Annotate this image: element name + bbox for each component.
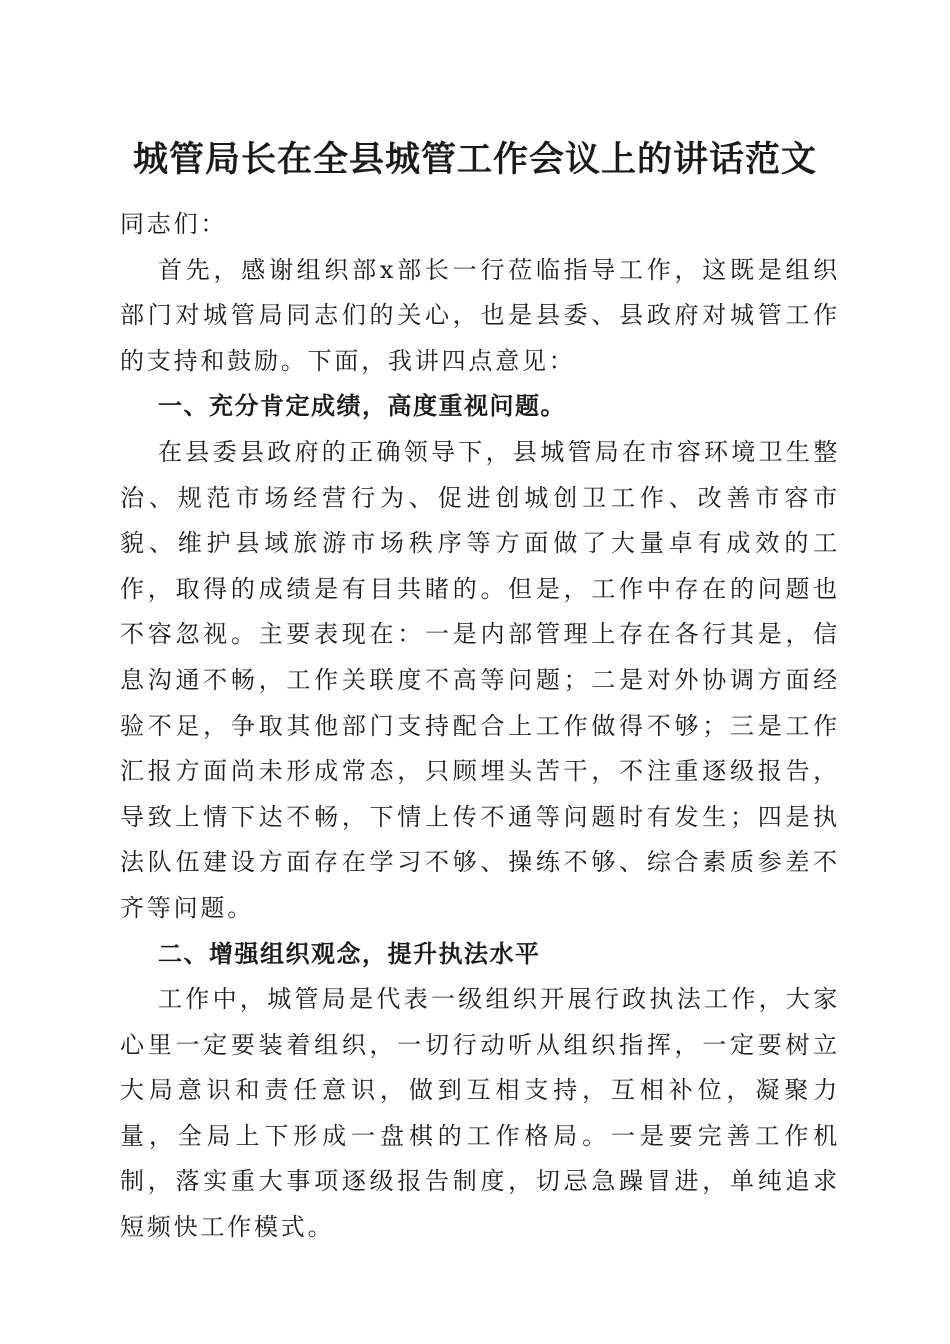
section-heading-2: 二、增强组织观念，提升执法水平	[158, 939, 541, 968]
paragraph-section-2: 工作中，城管局是代表一级组织开展行政执法工作，大家心里一定要装着组织，一切行动听从组织指挥，一定要树立大局意识和责任意识，做到互相支持，互相补位，凝聚力量，全局上下形成一盘棋的工作格局。一是要完善工作机制，落实重大事项逐级报告制度，切忌急躁冒进，单纯追求短频快工作模式。	[120, 985, 840, 1242]
paragraph-section-1: 在县委县政府的正确领导下，县城管局在市容环境卫生整治、规范市场经营行为、促进创城创卫工作、改善市容市貌、维护县域旅游市场秩序等方面做了大量卓有成效的工作，取得的成绩是有目共睹的。但是，工作中存在的问题也不容忽视。主要表现在：一是内部管理上存在各行其是，信息沟通不畅，工作关联度不高等问题；二是对外协调方面经验不足，争取其他部门支持配合上工作做得不够；三是工作汇报方面尚未形成常态，只顾埋头苦干，不注重逐级报告，导致上情下达不畅，下情上传不通等问题时有发生；四是执法队伍建设方面存在学习不够、操练不够、综合素质参差不齐等问题。	[120, 437, 840, 922]
section-heading-1: 一、充分肯定成绩，高度重视问题。	[158, 392, 566, 421]
document-title: 城管局长在全县城管工作会议上的讲话范文	[132, 139, 817, 180]
salutation: 同志们：	[120, 210, 228, 238]
paragraph-intro: 首先，感谢组织部x部长一行莅临指导工作，这既是组织部门对城管局同志们的关心，也是县委、县政府对城管工作的支持和鼓励。下面，我讲四点意见：	[120, 255, 840, 375]
document-body	[120, 202, 840, 1251]
